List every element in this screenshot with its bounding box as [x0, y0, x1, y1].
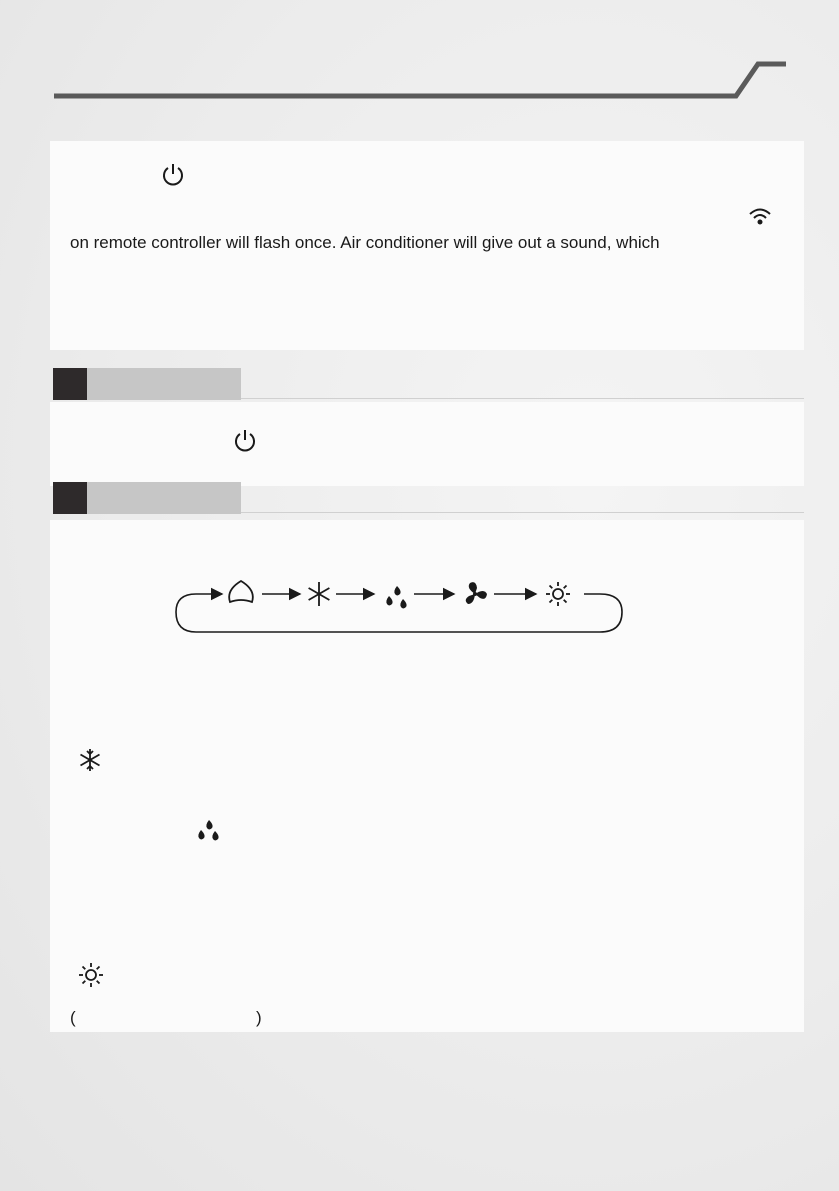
- snowflake-icon: [309, 582, 330, 606]
- sun-icon: [78, 962, 104, 988]
- section-tab-1: [53, 368, 241, 400]
- section-title-bar: [87, 482, 241, 514]
- section-divider: [241, 512, 804, 513]
- header-rule: [0, 0, 839, 110]
- snowflake-icon: [78, 748, 102, 772]
- auto-mode-icon: [229, 581, 253, 602]
- open-paren: (: [70, 1008, 76, 1027]
- fan-icon: [466, 582, 487, 604]
- section-divider: [241, 398, 804, 399]
- close-paren: ): [256, 1008, 262, 1027]
- water-drops-icon: [386, 586, 406, 609]
- power-icon: [232, 428, 258, 454]
- mode-cycle-diagram: [170, 574, 630, 638]
- power-icon: [160, 162, 186, 188]
- section-1-panel: [50, 402, 804, 486]
- section-marker: [53, 368, 87, 400]
- water-drops-icon: [197, 818, 221, 842]
- section-tab-2: [53, 482, 241, 514]
- wifi-signal-icon: [747, 206, 773, 226]
- section-title-bar: [87, 368, 241, 400]
- flash-once-text: on remote controller will flash once. Air conditioner will give out a sound, which: [70, 233, 660, 252]
- section-marker: [53, 482, 87, 514]
- sun-icon: [546, 582, 570, 606]
